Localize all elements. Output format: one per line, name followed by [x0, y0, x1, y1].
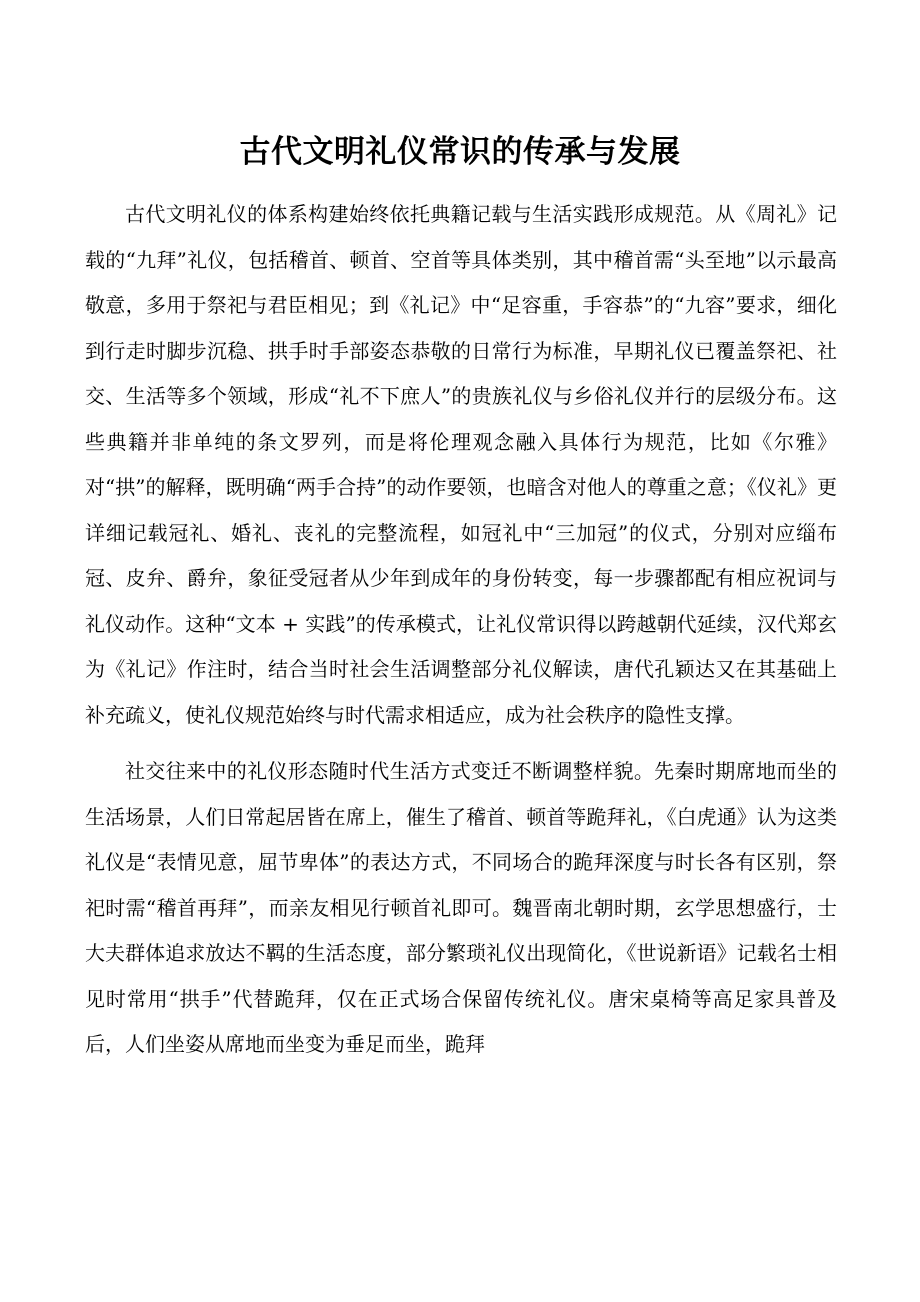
paragraph-2: 社交往来中的礼仪形态随时代生活方式变迁不断调整样貌。先秦时期席地而坐的生活场景，人们日常起居皆在席上，催生了稽首、顿首等跪拜礼，《白虎通》认为这类礼仪是“表情见意，屈节卑体”的表达方式，不同场合的跪拜深度与时长各有区别，祭祀时需“稽首再拜”，而亲友相见行顿首礼即可。魏晋南北朝时期，玄学思想盛行，士大夫群体追求放达不羁的生活态度，部分繁琐礼仪出现简化，《世说新语》记载名士相见时常用“拱手”代替跪拜，仅在正式场合保留传统礼仪。唐宋桌椅等高足家具普及后，人们坐姿从席地而坐变为垂足而坐，跪拜: [85, 759, 837, 1056]
document-body: [85, 192, 837, 1068]
paragraph-1: 古代文明礼仪的体系构建始终依托典籍记载与生活实践形成规范。从《周礼》记载的“九拜”礼仪，包括稽首、顿首、空首等具体类别，其中稽首需“头至地”以示最高敬意，多用于祭祀与君臣相见；到《礼记》中“足容重，手容恭”的“九容”要求，细化到行走时脚步沉稳、拱手时手部姿态恭敬的日常行为标准，早期礼仪已覆盖祭祀、社交、生活等多个领域，形成“礼不下庶人”的贵族礼仪与乡俗礼仪并行的层级分布。这些典籍并非单纯的条文罗列，而是将伦理观念融入具体行为规范，比如《尔雅》对“拱”的解释，既明确“两手合持”的动作要领，也暗含对他人的尊重之意；《仪礼》更详细记载冠礼、婚礼、丧礼的完整流程，如冠礼中“三加冠”的仪式，分别对应缁布冠、皮弁、爵弁，象征受冠者从少年到成年的身份转变，每一步骤都配有相应祝词与礼仪动作。这种“文本 + 实践”的传承模式，让礼仪常识得以跨越朝代延续，汉代郑玄为《礼记》作注时，结合当时社会生活调整部分礼仪解读，唐代孔颖达又在其基础上补充疏义，使礼仪规范始终与时代需求相适应，成为社会秩序的隐性支撑。: [85, 202, 837, 727]
document-title: 古代文明礼仪常识的传承与发展: [239, 134, 681, 170]
